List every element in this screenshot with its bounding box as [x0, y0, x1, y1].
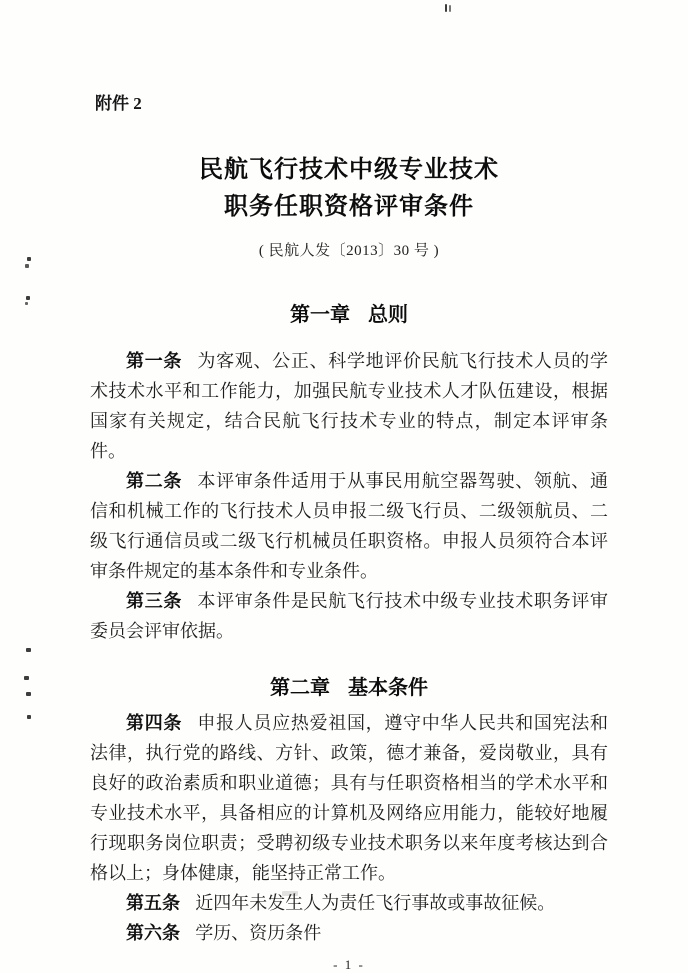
document-title-line-1: 民航飞行技术中级专业技术: [199, 156, 499, 183]
article-6-text: 学历、资历条件: [195, 923, 322, 944]
chapter-2-num: 第二章: [270, 677, 330, 700]
chapter-1-heading: [90, 303, 608, 327]
article-5-paragraph: [90, 888, 608, 918]
chapter-2-heading: [90, 676, 608, 700]
attachment-label: 附件 2: [95, 94, 142, 113]
section-general-rules: [90, 303, 608, 646]
article-4-paragraph: [90, 708, 608, 888]
article-4-text: 申报人员应热爱祖国，遵守中华人民共和国宪法和法律，执行党的路线、方针、政策，德才兼备，爱岗敬业，具有良好的政治素质和职业道德；具有与任职资格相当的学术水平和专业技术水平，具备相应的计算机及网络应用能力，能较好地履行现职务岗位职责；受聘初级专业技术职务以来年度考核达到合格以上；身体健康，能坚持正常工作。: [90, 713, 609, 884]
chapter-2-title: 基本条件: [348, 677, 428, 700]
article-5-label: 第五条: [126, 893, 180, 914]
article-3-paragraph: [90, 586, 608, 646]
page-number: - 1 -: [333, 957, 365, 973]
scan-speck: [26, 296, 30, 300]
scan-speck: [27, 257, 31, 261]
scan-speck: [27, 715, 31, 719]
scan-speck: [25, 264, 29, 268]
scan-speck: [26, 648, 31, 652]
article-4-label: 第四条: [126, 713, 183, 734]
document-content: [90, 0, 608, 973]
scan-speck: [24, 676, 29, 680]
article-1-paragraph: [90, 346, 608, 466]
article-1-label: 第一条: [126, 351, 183, 372]
article-6-label: 第六条: [126, 923, 180, 944]
document-title: [90, 151, 608, 225]
scan-speck: [25, 302, 28, 305]
article-5-text: 近四年未发生人为责任飞行事故或事故征候。: [195, 893, 556, 914]
article-3-text: 本评审条件是民航飞行技术中级专业技术职务评审委员会评审依据。: [90, 591, 609, 642]
article-6-paragraph: [90, 918, 608, 948]
scan-speck: [26, 692, 31, 696]
chapter-1-num: 第一章: [290, 304, 350, 327]
article-2-paragraph: [90, 466, 608, 586]
section-basic-conditions: [90, 676, 608, 948]
article-2-text: 本评审条件适用于从事民用航空器驾驶、领航、通信和机械工作的飞行技术人员申报二级飞行员、二级领航员、二级飞行通信员或二级飞行机械员任职资格。申报人员须符合本评审条件规定的基本条件和专业条件。: [90, 471, 609, 582]
document-number: ( 民航人发〔2013〕30 号 ): [258, 243, 440, 260]
article-1-text: 为客观、公正、科学地评价民航飞行技术人员的学术技术水平和工作能力，加强民航专业技术人才队伍建设，根据国家有关规定，结合民航飞行技术专业的特点，制定本评审条件。: [90, 351, 609, 462]
article-2-label: 第二条: [126, 471, 183, 492]
article-3-label: 第三条: [126, 591, 183, 612]
chapter-1-title: 总则: [368, 304, 408, 327]
document-title-line-2: 职务任职资格评审条件: [224, 193, 474, 220]
